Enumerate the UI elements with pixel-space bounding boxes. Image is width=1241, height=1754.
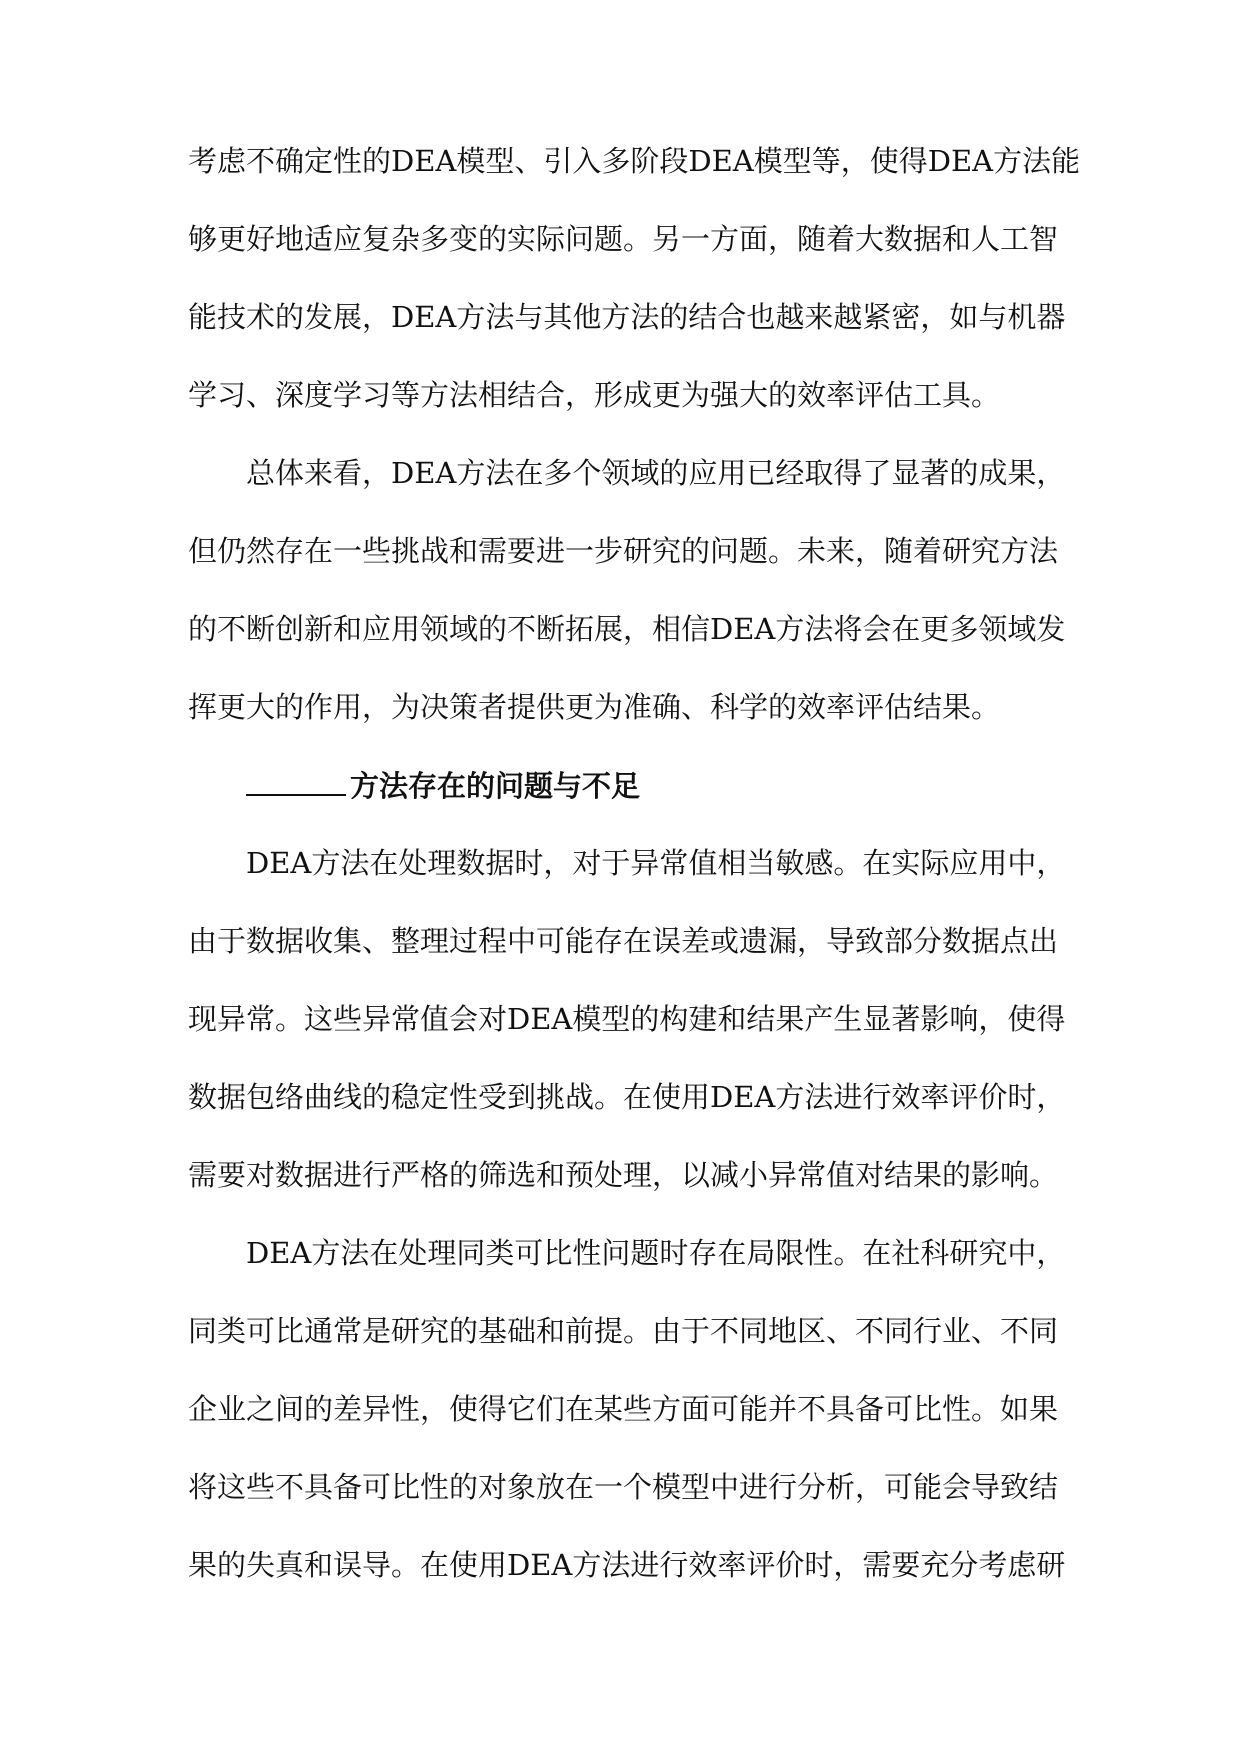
- text-line: 企业之间的差异性，使得它们在某些方面可能并不具备可比性。如果: [188, 1392, 1059, 1426]
- text-line: 需要对数据进行严格的筛选和预处理，以减小异常值对结果的影响。: [188, 1158, 1059, 1192]
- text-line: 考虑不确定性的DEA模型、引入多阶段DEA模型等，使得DEA方法能: [188, 144, 1081, 178]
- text-line: DEA方法在处理同类可比性问题时存在局限性。在社科研究中，: [246, 1236, 1066, 1270]
- text-line: 总体来看，DEA方法在多个领域的应用已经取得了显著的成果，: [246, 456, 1066, 490]
- text-line: 的不断创新和应用领域的不断拓展，相信DEA方法将会在更多领域发: [188, 612, 1066, 646]
- text-line: 能技术的发展，DEA方法与其他方法的结合也越来越紧密，如与机器: [188, 300, 1066, 334]
- document-body: [188, 142, 1081, 1624]
- text-line: 数据包络曲线的稳定性受到挑战。在使用DEA方法进行效率评价时，: [188, 1080, 1066, 1114]
- text-line: 但仍然存在一些挑战和需要进一步研究的问题。未来，随着研究方法: [188, 534, 1059, 568]
- section-heading-text: 方法存在的问题与不足: [350, 769, 641, 803]
- paragraph: [188, 454, 1068, 727]
- paragraph: [188, 142, 1081, 415]
- text-line: DEA方法在处理数据时，对于异常值相当敏感。在实际应用中，: [246, 846, 1066, 880]
- text-line: 果的失真和误导。在使用DEA方法进行效率评价时，需要充分考虑研: [188, 1548, 1066, 1582]
- text-line: 学习、深度学习等方法相结合，形成更为强大的效率评估工具。: [188, 378, 1001, 412]
- text-line: 够更好地适应复杂多变的实际问题。另一方面，随着大数据和人工智: [188, 222, 1059, 256]
- heading-blank: [246, 766, 346, 796]
- paragraph: [188, 1234, 1068, 1585]
- text-line: 现异常。这些异常值会对DEA模型的构建和结果产生显著影响，使得: [188, 1002, 1066, 1036]
- text-line: 同类可比通常是研究的基础和前提。由于不同地区、不同行业、不同: [188, 1314, 1059, 1348]
- paragraph: [188, 844, 1068, 1195]
- text-line: 将这些不具备可比性的对象放在一个模型中进行分析，可能会导致结: [188, 1470, 1059, 1504]
- text-line: 挥更大的作用，为决策者提供更为准确、科学的效率评估结果。: [188, 690, 1001, 724]
- section-heading: [188, 766, 1068, 805]
- text-line: 由于数据收集、整理过程中可能存在误差或遗漏，导致部分数据点出: [188, 924, 1059, 958]
